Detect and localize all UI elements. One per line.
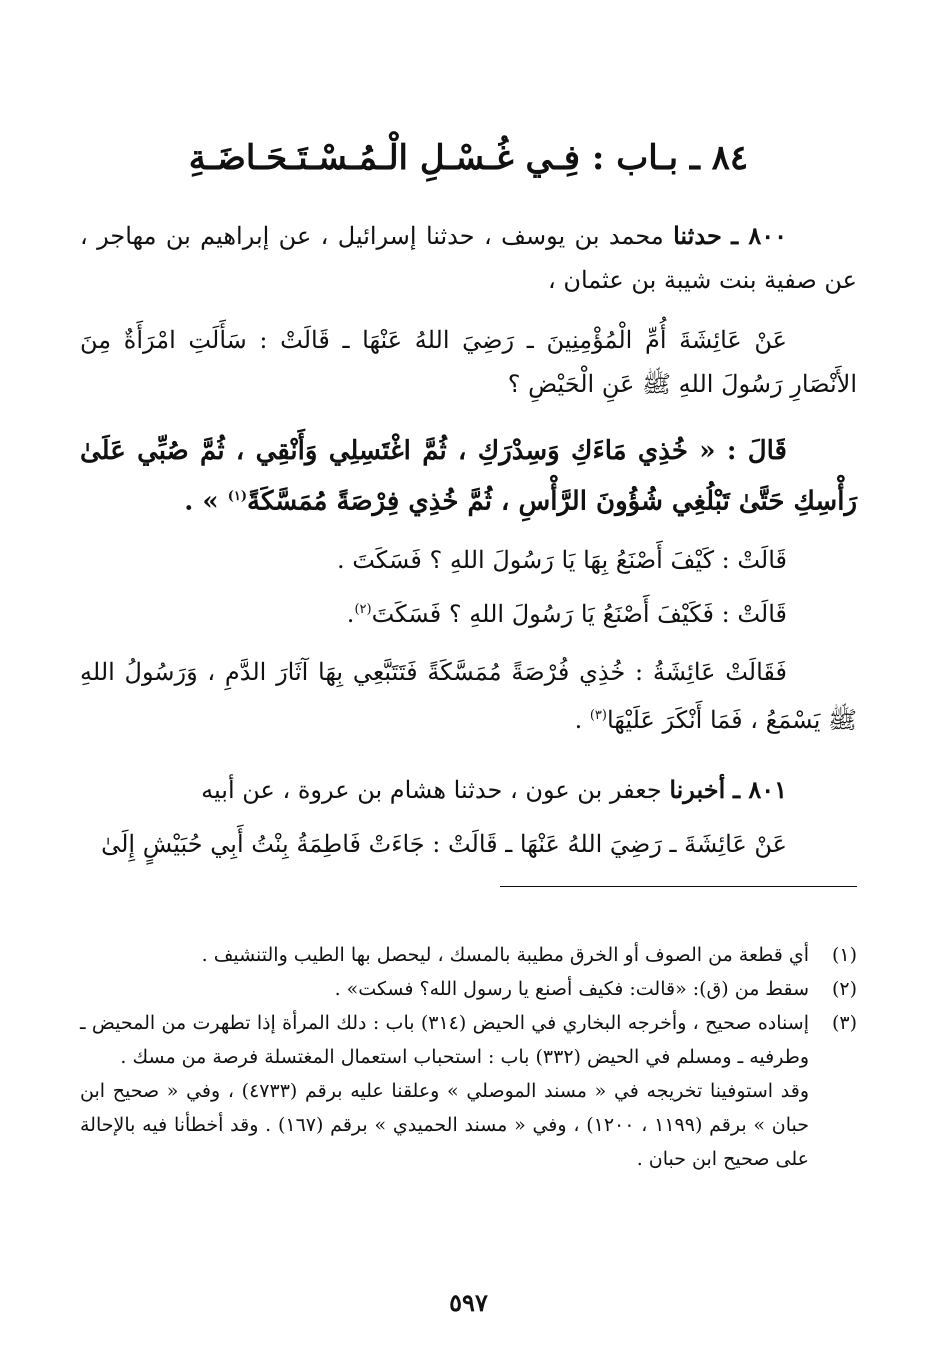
chapter-title: ٨٤ ـ بـاب : فِـي غُـسْـلِ الْـمُـسْـتَـحَـاضَـةِ xyxy=(188,138,749,178)
footnote-divider xyxy=(500,886,857,887)
matn-801: عَنْ عَائِشَةَ ـ رَضِيَ اللهُ عَنْهَا ـ قَالَتْ : جَاءَتْ فَاطِمَةُ بِنْتُ أَبِي حُبَيْشٍ إِلَىٰ xyxy=(101,830,787,858)
footnote-ref-3[interactable]: (٣) xyxy=(589,708,607,723)
prophet-saying xyxy=(80,428,857,525)
narration-lead: حدثنا xyxy=(673,221,722,250)
footnote-text: إسناده صحيح ، وأخرجه البخاري في الحيض (٣١٤) باب : دلك المرأة إذا تطهرت من المحيض ـ وطرفيه ـ ومسلم في الحيض (٣٣٢) باب : استحباب استعمال المغتسلة فرصة من مسك . xyxy=(80,1012,809,1068)
footnote-number: (١) xyxy=(831,944,857,966)
quote-close: » . xyxy=(184,486,228,517)
footnote-ref-2[interactable]: (٢) xyxy=(354,602,372,617)
footnote-number: (٣) xyxy=(831,1012,857,1034)
aisha-saying xyxy=(80,650,857,742)
question-2-end: . xyxy=(346,600,355,628)
footnote-text: أي قطعة من الصوف أو الخرق مطيبة بالمسك ، ليحصل بها الطيب والتنشيف . xyxy=(201,944,809,966)
footnote-text: سقط من (ق): «قالت: فكيف أصنع يا رسول الله؟ فسكت» . xyxy=(334,978,809,1000)
footnote-3-continuation: وقد استوفينا تخريجه في « مسند الموصلي » وعلقنا عليه برقم (٤٧٣٣) ، وفي « صحيح ابن حبان » برقم (١١٩٩ ، ١٢٠٠) ، وفي « مسند الحميدي » برقم (١٦٧) . وقد أخطأنا فيه بالإحالة على صحيح ابن حبان . xyxy=(80,1080,809,1170)
page-number: ٥٩٧ xyxy=(449,1288,488,1317)
footnotes xyxy=(80,938,857,1176)
footnote-1 xyxy=(80,938,857,972)
aisha-saying-text: فَقَالَتْ عَائِشَةُ : خُذِي فُرْصَةً مُمَسَّكَةً فَتَتَبَّعِي بِهَا آثَارَ الدَّمِ ، وَرَسُولُ اللهِ ﷺ يَسْمَعُ ، فَمَا أَنْكَرَ عَلَيْهَا xyxy=(80,658,857,734)
hadith-number: ٨٠١ ـ xyxy=(732,775,787,804)
matn-800-intro: عَنْ عَائِشَةَ أُمِّ الْمُؤْمِنِينَ ـ رَضِيَ اللهُ عَنْهَا ـ قَالَتْ : سَأَلَتِ امْرَأَةٌ مِنَ الأَنْصَارِ رَسُولَ اللهِ ﷺ عَنِ الْحَيْضِ ؟ xyxy=(80,326,857,398)
isnad-text: جعفر بن عون ، حدثنا هشام بن عروة ، عن أبيه xyxy=(201,776,662,804)
hadith-800-isnad xyxy=(80,214,857,302)
footnote-3 xyxy=(80,1006,857,1074)
isnad-text: محمد بن يوسف ، حدثنا إسرائيل ، عن إبراهيم بن مهاجر ، عن صفية بنت شيبة بن عثمان ، xyxy=(80,222,857,294)
footnote-2 xyxy=(80,972,857,1006)
aisha-saying-end: . xyxy=(574,706,590,734)
footnote-number: (٢) xyxy=(831,978,857,1000)
narration-lead: أخبرنا xyxy=(669,775,726,804)
footnote-ref-1[interactable]: (١) xyxy=(227,489,247,504)
hadith-number: ٨٠٠ ـ xyxy=(731,221,787,250)
prophet-saying-text: قَالَ : « خُذِي مَاءَكِ وَسِدْرَكِ ، ثُمَّ اغْتَسِلِي وَأَنْقِي ، ثُمَّ صُبِّي عَلَىٰ رَأْسِكِ حَتَّىٰ تَبْلُغِي شُؤُونَ الرَّأْسِ ، ثُمَّ خُذِي فِرْصَةً مُمَسَّكَةً xyxy=(80,436,857,517)
hadith-801-isnad xyxy=(80,768,857,812)
question-2-text: قَالَتْ : فَكَيْفَ أَصْنَعُ يَا رَسُولَ اللهِ ؟ فَسَكَتَ xyxy=(371,600,787,628)
question-1: قَالَتْ : كَيْفَ أَصْنَعُ بِهَا يَا رَسُولَ اللهِ ؟ فَسَكَتَ . xyxy=(336,546,787,574)
question-2 xyxy=(80,588,857,636)
